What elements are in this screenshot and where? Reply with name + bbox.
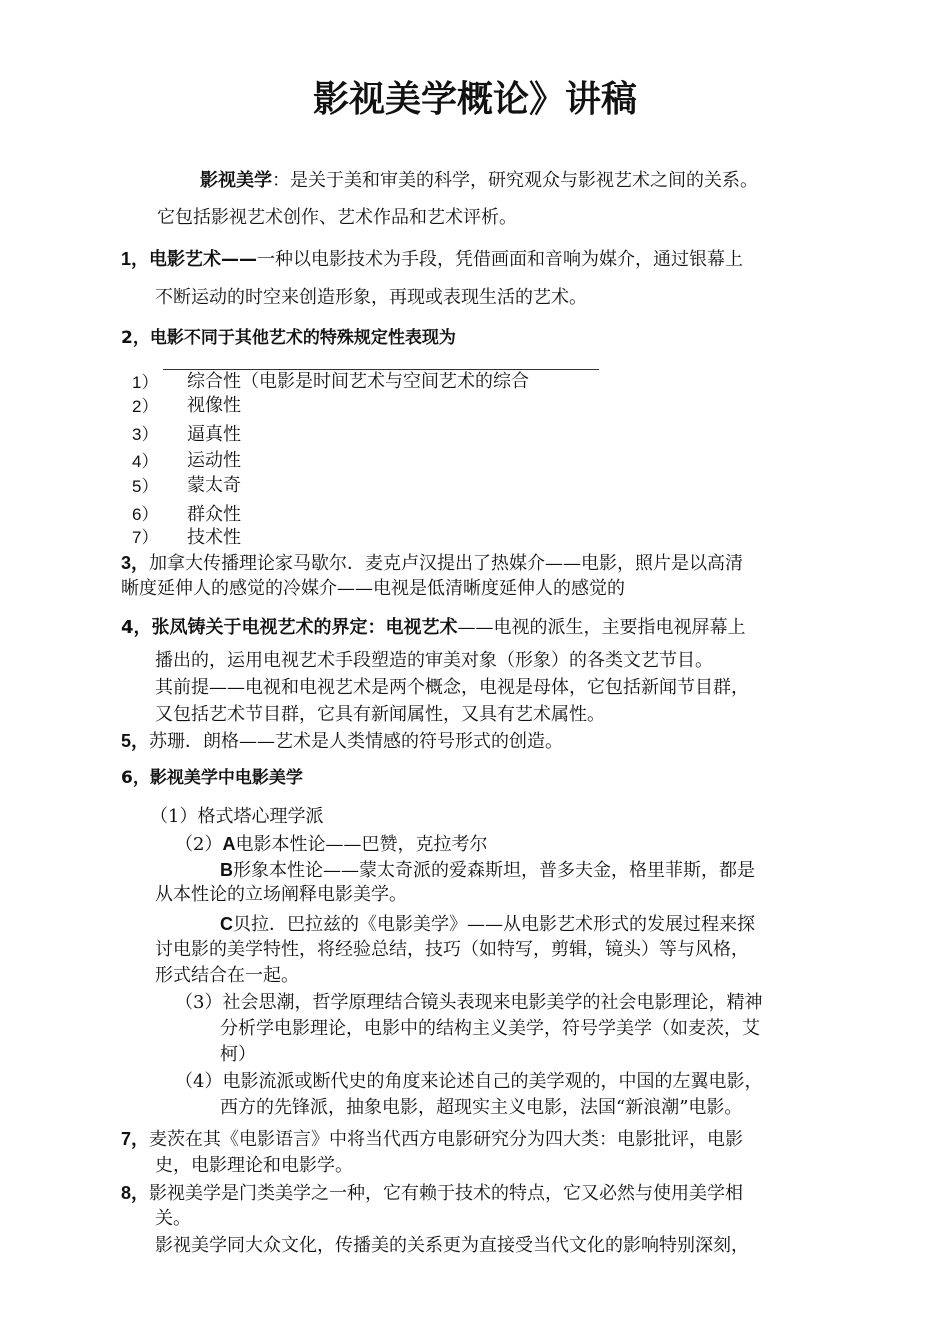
subsection-2a-letter: A <box>222 834 236 854</box>
intro-definition <box>200 170 758 192</box>
list-item-number: 6） <box>132 505 159 524</box>
list-item-text: 蒙太奇 <box>187 475 241 496</box>
para-7-line2: 史，电影理论和电影学。 <box>155 1155 353 1176</box>
subsection-2a-text: 电影本性论——巴赞，克拉考尔 <box>235 834 488 855</box>
para-5-text: 苏珊．朗格——艺术是人类情感的符号形式的创造。 <box>149 731 564 752</box>
para-7-line1 <box>121 1128 743 1151</box>
para-1-term: 电影艺术—— <box>149 249 258 270</box>
para-4-line1 <box>121 617 746 639</box>
subsection-3-text: 社会思潮，哲学原理结合镜头表现来电影美学的社会电影理论，精神 <box>222 992 763 1013</box>
subsection-2b-line1 <box>220 859 755 882</box>
subsection-4-line1 <box>175 1071 762 1093</box>
list-item-number: 2） <box>132 397 159 416</box>
para-4-heading: 4，张凤铸关于电视艺术的界定：电视艺术 <box>121 617 458 638</box>
list-item-text: 视像性 <box>187 395 241 416</box>
para-4-line4: 又包括艺术节目群，它具有新闻属性，又具有艺术属性。 <box>155 704 605 725</box>
para-5-number: 5， <box>121 731 150 751</box>
subsection-3-line2: 分析学电影理论，电影中的结构主义美学，符号学美学（如麦茨，艾 <box>220 1018 760 1039</box>
para-5 <box>121 730 563 753</box>
subsection-1-number: （1） <box>150 806 198 827</box>
para-4-line2: 播出的，运用电视艺术手段塑造的审美对象（形象）的各类文艺节目。 <box>155 650 713 671</box>
subsection-2c-line2: 讨电影的美学特性，将经验总结，技巧（如特写，剪辑，镜头）等与风格， <box>155 939 749 960</box>
list-item-text: 综合性（电影是时间艺术与空间艺术的综合 <box>187 371 529 392</box>
subsection-4-number: （4） <box>175 1071 223 1092</box>
subsection-2c-line3: 形式结合在一起。 <box>155 965 299 986</box>
para-8-number: 8， <box>121 1183 150 1203</box>
para-1-text: 一种以电影技术为手段，凭借画面和音响为媒介，通过银幕上 <box>257 249 744 270</box>
heading-underline <box>163 369 599 370</box>
list-item-number: 5） <box>132 477 159 496</box>
para-8-line3: 影视美学同大众文化，传播美的关系更为直接受当代文化的影响特别深刻， <box>155 1235 749 1256</box>
list-item-number: 3） <box>132 425 159 444</box>
para-7-number: 7， <box>121 1129 150 1149</box>
list-item-text: 运动性 <box>187 450 241 471</box>
subsection-2c-text: 贝拉．巴拉兹的《电影美学》——从电影艺术形式的发展过程来探 <box>233 914 755 935</box>
subsection-2b-letter: B <box>220 860 233 880</box>
subsection-2b-text: 形象本性论——蒙太奇派的爱森斯坦，普多夫金，格里菲斯，都是 <box>233 860 755 881</box>
list-item-text: 逼真性 <box>187 424 241 445</box>
subsection-2b-line2: 从本性论的立场阐释电影美学。 <box>155 884 407 905</box>
subsection-2c-letter: C <box>220 914 233 934</box>
subsection-4-text: 电影流派或断代史的角度来论述自己的美学观的，中国的左翼电影， <box>222 1071 763 1092</box>
list-item-text: 群众性 <box>187 504 241 525</box>
para-6-heading: 6，影视美学中电影美学 <box>121 768 303 788</box>
para-7-text: 麦茨在其《电影语言》中将当代西方电影研究分为四大类：电影批评，电影 <box>149 1129 744 1150</box>
subsection-2c-line1 <box>220 913 755 936</box>
subsection-1-text: 格式塔心理学派 <box>197 806 324 827</box>
para-2-heading: 2，电影不同于其他艺术的特殊规定性表现为 <box>121 328 456 348</box>
para-8-line1 <box>121 1182 743 1205</box>
para-3-text: 加拿大传播理论家马歇尔．麦克卢汉提出了热媒介——电影，照片是以高清 <box>149 553 744 574</box>
para-3-number: 3， <box>121 553 150 573</box>
para-3-line2: 晰度延伸人的感觉的冷媒介——电视是低清晰度延伸人的感觉的 <box>121 578 625 599</box>
para-1-line1 <box>121 248 743 271</box>
para-1-number: 1， <box>121 249 150 269</box>
subsection-4-line2: 西方的先锋派，抽象电影，超现实主义电影，法国“新浪潮”电影。 <box>220 1097 743 1118</box>
para-3-line1 <box>121 552 743 575</box>
subsection-3-line1 <box>175 992 762 1014</box>
para-4-text: ——电视的派生，主要指电视屏幕上 <box>457 617 746 638</box>
intro-def-line2: 它包括影视艺术创作、艺术作品和艺术评析。 <box>157 207 517 228</box>
para-4-line3: 其前提——电视和电视艺术是两个概念，电视是母体，它包括新闻节目群， <box>155 677 749 698</box>
subsection-2a <box>175 833 487 856</box>
intro-def-line1: ：是关于美和审美的科学，研究观众与影视艺术之间的关系。 <box>272 170 758 191</box>
subsection-1 <box>150 806 323 828</box>
document-title: 影视美学概论》讲稿 <box>312 79 637 120</box>
subsection-3-number: （3） <box>175 992 223 1013</box>
para-1-line2: 不断运动的时空来创造形象，再现或表现生活的艺术。 <box>155 287 587 308</box>
intro-term: 影视美学 <box>200 170 272 191</box>
list-item-text: 技术性 <box>187 527 241 548</box>
list-item-number: 4） <box>132 452 159 471</box>
list-item-number: 7） <box>132 528 159 547</box>
para-8-text: 影视美学是门类美学之一种，它有赖于技术的特点，它又必然与使用美学相 <box>149 1183 744 1204</box>
subsection-3-line3: 柯） <box>220 1044 256 1065</box>
para-8-line2: 关。 <box>155 1208 191 1229</box>
subsection-2-number: （2） <box>175 834 223 855</box>
list-item-number: 1） <box>132 373 159 392</box>
